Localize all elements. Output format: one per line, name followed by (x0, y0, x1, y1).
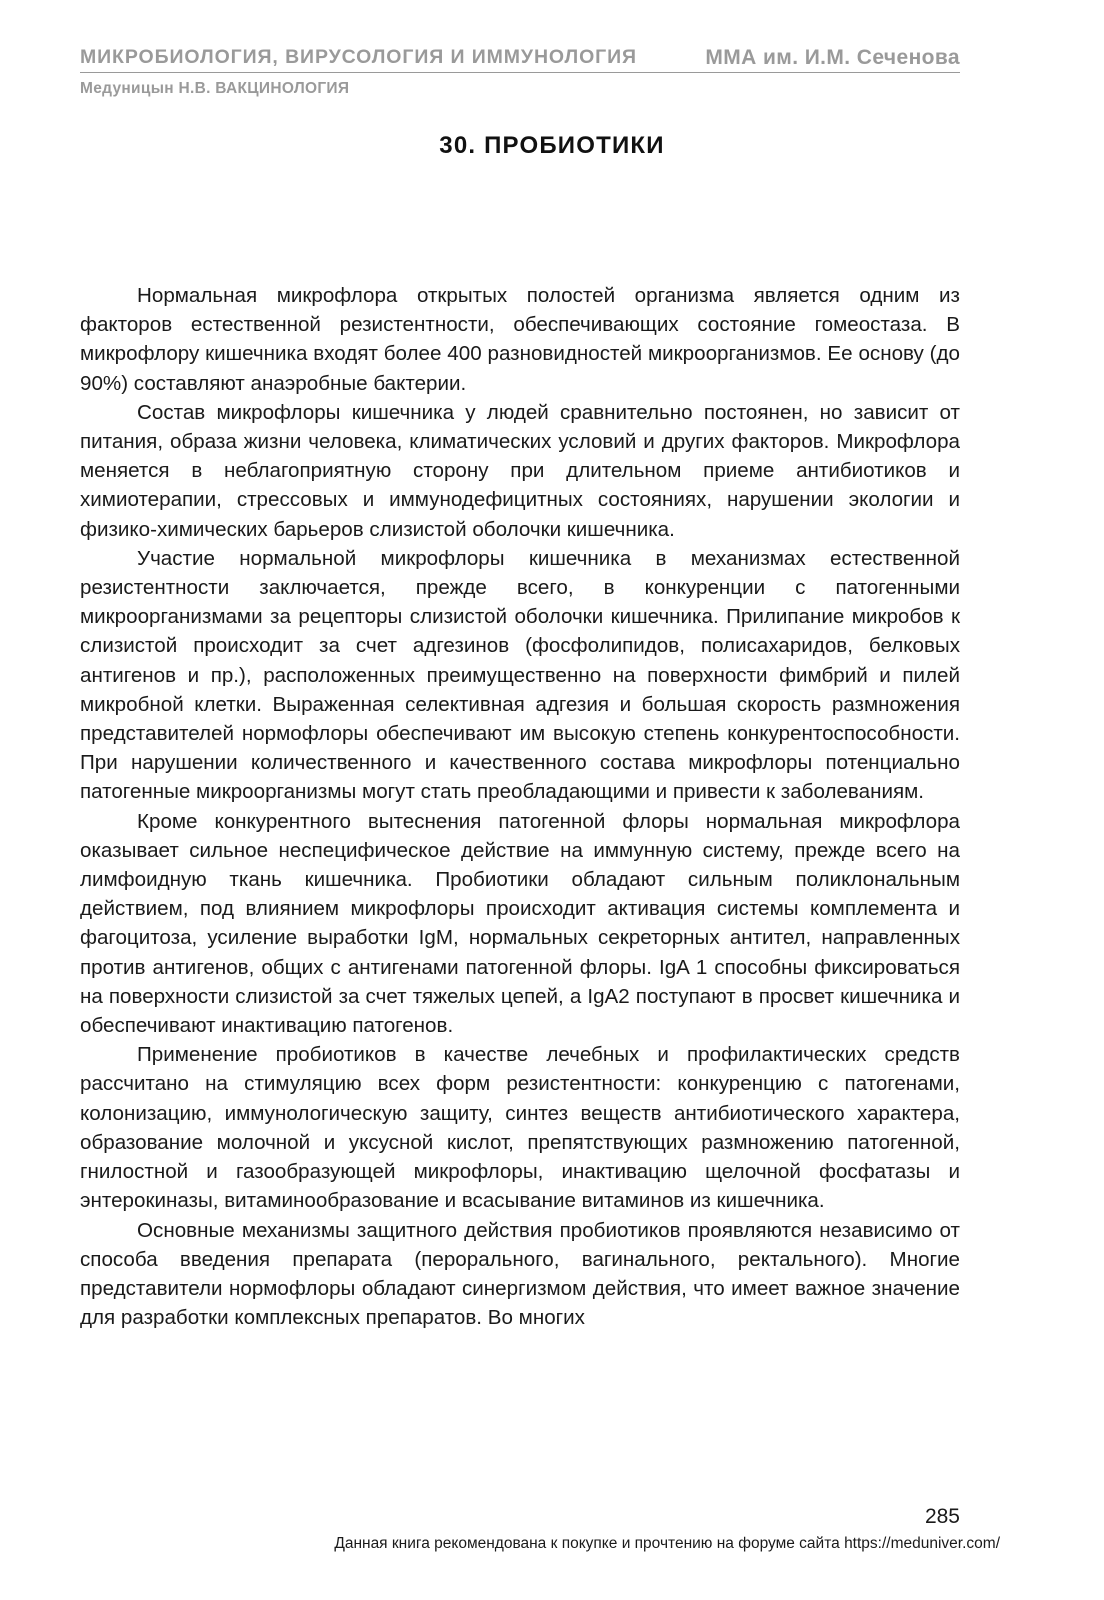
body-text (80, 281, 960, 1332)
paragraph: Кроме конкурентного вытеснения патогенной флоры нормальная микрофлора оказывает сильное неспецифическое действие на иммунную систему, прежде всего на лимфоидную ткань кишечника. Пробиотики обладают сильным поликлональным действием, под влиянием микрофлоры происходит активация системы комплемента и фагоцитоза, усиление выработки IgM, нормальных секреторных антител, направленных против антигенов, общих с антигенами патогенной флоры. IgA 1 способны фиксироваться на поверхности слизистой за счет тяжелых цепей, а IgA2 поступают в просвет кишечника и обеспечивают инактивацию патогенов. (80, 809, 960, 1038)
running-header (80, 46, 960, 73)
paragraph: Нормальная микрофлора открытых полостей организма является одним из факторов естественной резистентности, обеспечивающих состояние гомеостаза. В микрофлору кишечника входят более 400 разновидностей микроорганизмов. Ее основу (до 90%) составляют анаэробные бактерии. (80, 284, 960, 395)
series-title: МИКРОБИОЛОГИЯ, ВИРУСОЛОГИЯ И ИММУНОЛОГИЯ (80, 46, 637, 68)
paragraph: Применение пробиотиков в качестве лечебных и профилактических средств рассчитано на стимуляцию всех форм резистентности: конкуренцию с патогенами, колонизацию, иммунологическую защиту, синтез веществ антибиотического характера, образование молочной и уксусной кислот, препятствующих размножению патогенной, гнилостной и газообразующей микрофлоры, инактивацию щелочной фосфатазы и энтерокиназы, витаминообразование и всасывание витаминов из кишечника. (80, 1043, 960, 1213)
footer-note: Данная книга рекомендована к покупке и прочтению на форуме сайта https://meduniver.com/ (334, 1535, 1000, 1552)
page-number: 285 (924, 1505, 960, 1528)
paragraph: Основные механизмы защитного действия пробиотиков проявляются независимо от способа введения препарата (перорального, вагинального, ректального). Многие представители нормофлоры обладают синергизмом действия, что имеет важное значение для разработки комплексных препаратов. Во многих (80, 1218, 960, 1330)
paragraph: Состав микрофлоры кишечника у людей сравнительно постоянен, но зависит от питания, образа жизни человека, климатических условий и других факторов. Микрофлора меняется в неблагоприятную сторону при длительном приеме антибиотиков и химиотерапии, стрессовых и иммунодефицитных состояниях, нарушении экологии и физико-химических барьеров слизистой оболочки кишечника. (80, 400, 960, 541)
institution-name: ММА им. И.М. Сеченова (705, 46, 960, 69)
chapter-title: 30. ПРОБИОТИКИ (439, 132, 665, 159)
paragraph: Участие нормальной микрофлоры кишечника в механизмах естественной резистентности заключается, прежде всего, в конкуренции с патогенными микроорганизмами за рецепторы слизистой оболочки кишечника. Прилипание микробов к слизистой происходит за счет адгезинов (фосфолипидов, полисахаридов, белковых антигенов и пр.), расположенных преимущественно на поверхности фимбрий и пилей микробной клетки. Выраженная селективная адгезия и большая скорость размножения представителей нормофлоры обеспечивают им высокую степень конкурентоспособности. При нарушении количественного и качественного состава микрофлоры потенциально патогенные микроорганизмы могут стать преобладающими и привести к заболеваниям. (80, 546, 960, 804)
book-author-title: Медуницын Н.В. ВАКЦИНОЛОГИЯ (80, 80, 350, 97)
